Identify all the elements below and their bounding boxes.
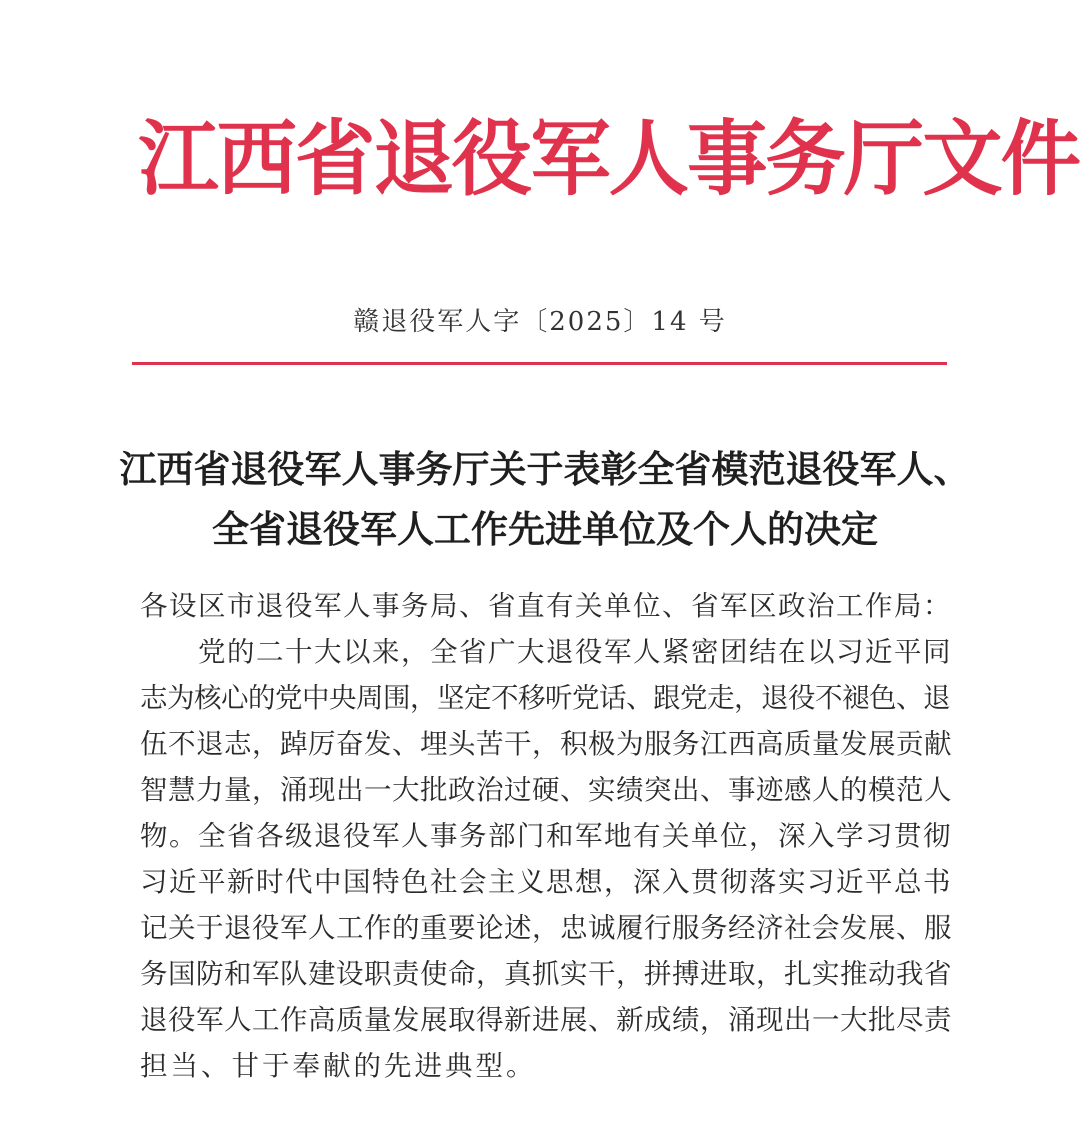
paragraph-line: 物。全省各级退役军人事务部门和军地有关单位，深入学习贯彻 [140, 820, 952, 852]
document-title [110, 440, 980, 560]
document-number: 赣退役军人字〔2025〕14 号 [353, 307, 727, 337]
paragraph-line: 智慧力量，涌现出一大批政治过硬、实绩突出、事迹感人的模范人 [140, 774, 952, 806]
document-body [140, 583, 960, 1089]
paragraph-line: 担当、甘于奉献的先进典型。 [140, 1050, 537, 1082]
document-masthead: 江西省退役军人事务厅文件 [138, 112, 1080, 207]
salutation: 各设区市退役军人事务局、省直有关单位、省军区政治工作局： [140, 590, 952, 622]
paragraph-line: 记关于退役军人工作的重要论述，忠诚履行服务经济社会发展、服 [140, 912, 952, 944]
document-title-line-1: 江西省退役军人事务厅关于表彰全省模范退役军人、 [119, 448, 971, 491]
document-title-line-2: 全省退役军人工作先进单位及个人的决定 [212, 508, 878, 551]
paragraph-line: 伍不退志，踔厉奋发、埋头苦干，积极为服务江西高质量发展贡献 [140, 728, 952, 760]
paragraph-line: 退役军人工作高质量发展取得新进展、新成绩，涌现出一大批尽责 [140, 1004, 952, 1036]
paragraph-line: 务国防和军队建设职责使命，真抓实干，拼搏进取，扎实推动我省 [140, 958, 952, 990]
paragraph-line: 习近平新时代中国特色社会主义思想，深入贯彻落实习近平总书 [140, 866, 952, 898]
paragraph-line: 志为核心的党中央周围，坚定不移听党话、跟党走，退役不褪色、退 [140, 682, 950, 714]
paragraph-line: 党的二十大以来，全省广大退役军人紧密团结在以习近平同 [198, 636, 952, 668]
red-separator-line [132, 362, 947, 365]
